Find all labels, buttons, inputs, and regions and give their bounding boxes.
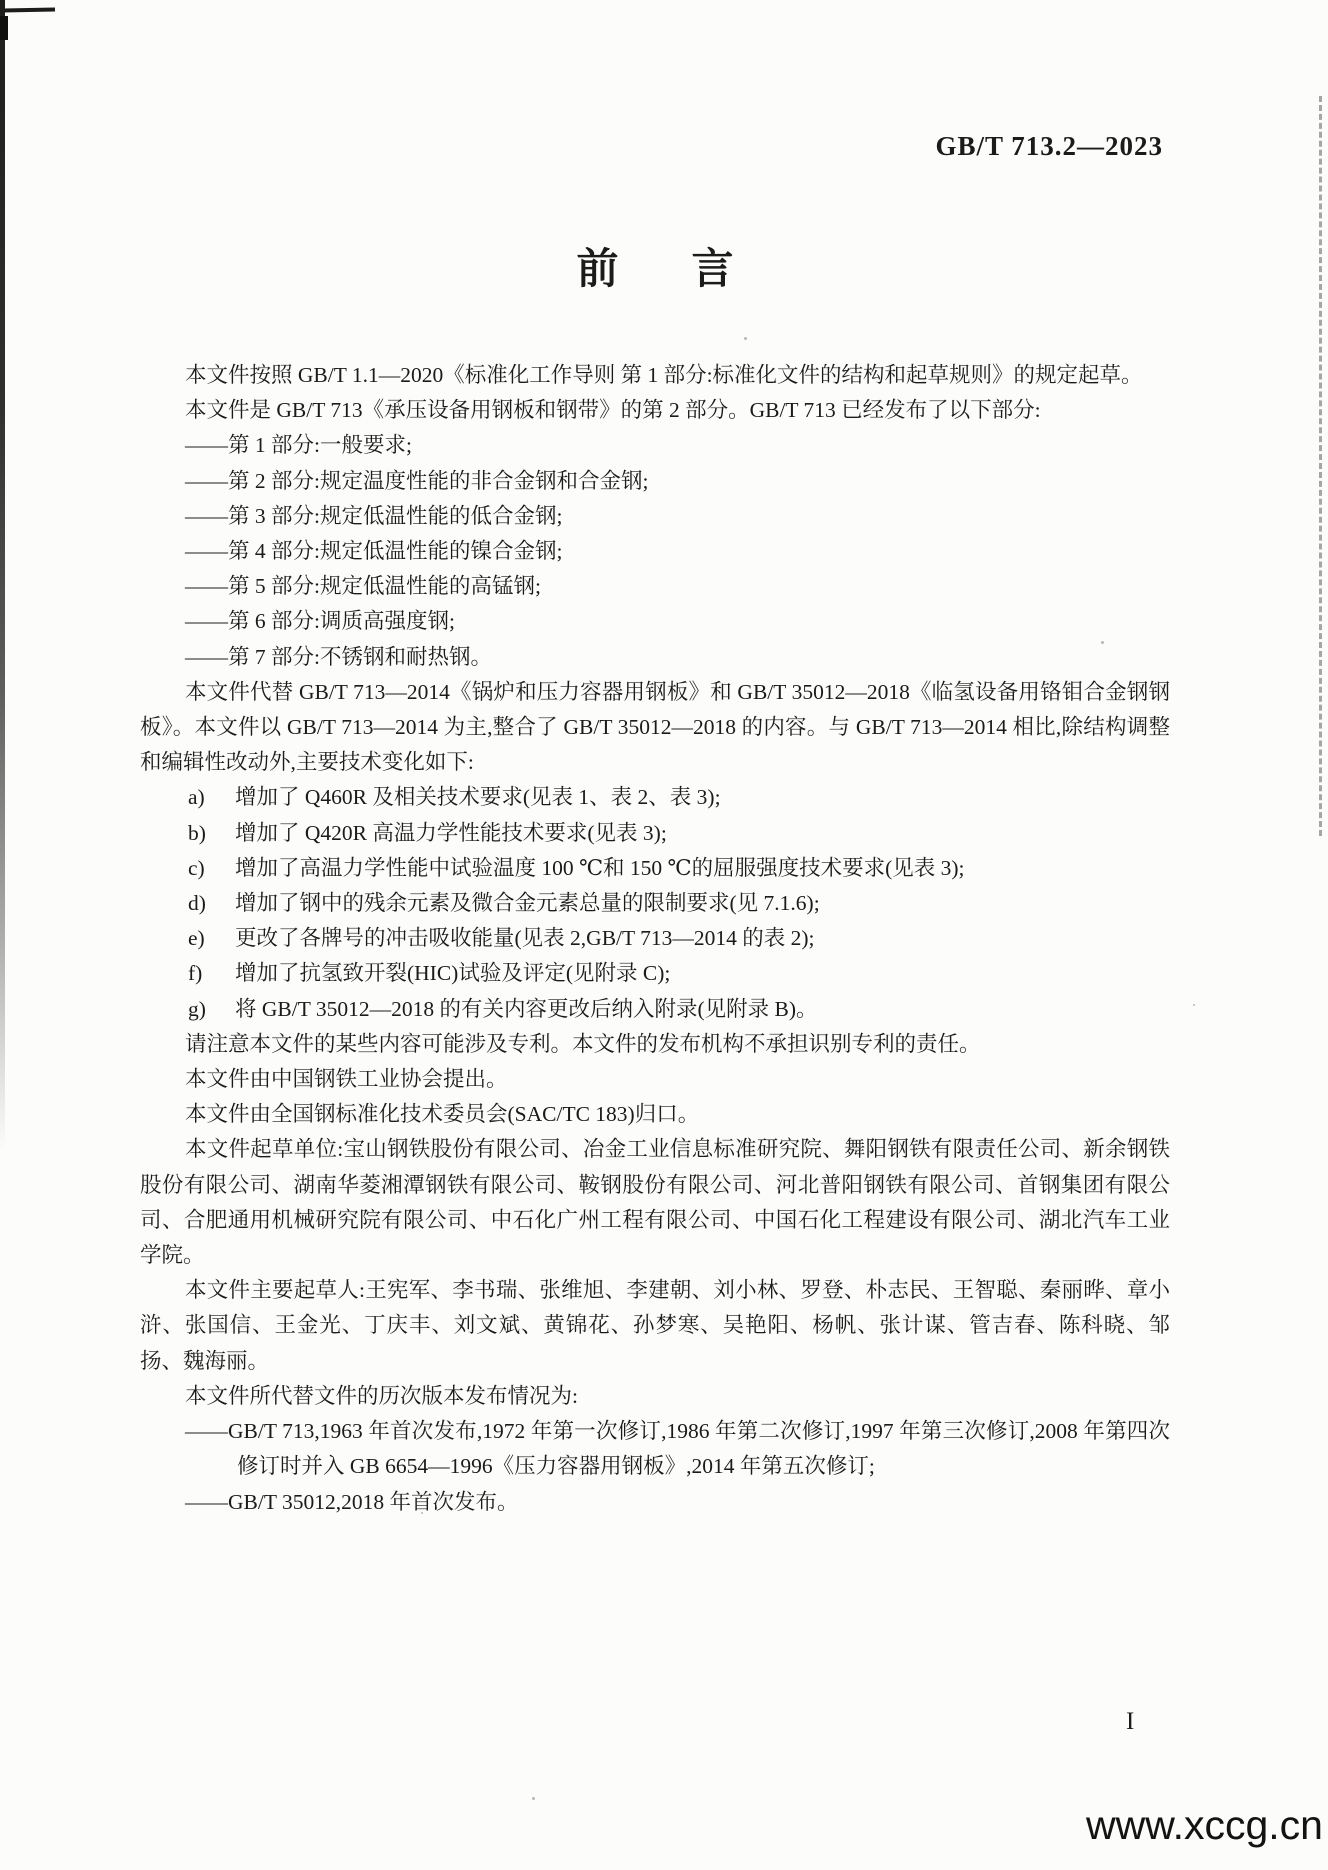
foreword-paragraph: 本文件由全国钢标准化技术委员会(SAC/TC 183)归口。 bbox=[185, 1102, 700, 1127]
foreword-paragraph: 本文件主要起草人:王宪军、李书瑞、张维旭、李建朝、刘小林、罗登、朴志民、王智聪、秦丽晔、章小浒、张国信、王金光、丁庆丰、刘文斌、黄锦花、孙梦寒、吴艳阳、杨帆、张计谋、管吉春、陈科晓、邹扬、魏海丽。 bbox=[140, 1278, 1170, 1373]
list-item-text: 增加了 Q420R 高温力学性能技术要求(见表 3); bbox=[235, 820, 667, 845]
list-item-label: c) bbox=[188, 855, 205, 880]
foreword-list-item bbox=[140, 780, 1170, 815]
list-item-label: g) bbox=[188, 996, 206, 1021]
list-item-text: 增加了钢中的残余元素及微合金元素总量的限制要求(见 7.1.6); bbox=[235, 891, 820, 916]
list-item-label: e) bbox=[188, 926, 205, 951]
foreword-paragraph: 本文件代替 GB/T 713—2014《锅炉和压力容器用钢板》和 GB/T 35012—2018《临氢设备用铬钼合金钢钢板》。本文件以 GB/T 713—2014 为主,整合了 GB/T 35012—2018 的内容。与 GB/T 713—2014 相比,除结构调整和编辑性改动外,主要技术变化如下: bbox=[140, 679, 1170, 775]
page-number: I bbox=[1126, 1708, 1136, 1735]
page-title bbox=[140, 246, 1170, 294]
foreword-paragraph: ——第 2 部分:规定温度性能的非合金钢和合金钢; bbox=[185, 468, 649, 493]
scan-speck bbox=[532, 1797, 535, 1800]
scan-corner-mark bbox=[3, 8, 55, 13]
list-item-text: 更改了各牌号的冲击吸收能量(见表 2,GB/T 713—2014 的表 2); bbox=[235, 926, 815, 951]
list-item-label: d) bbox=[188, 891, 206, 916]
foreword-list-item bbox=[140, 816, 1170, 851]
foreword-paragraph: 本文件所代替文件的历次版本发布情况为: bbox=[185, 1383, 578, 1408]
foreword-paragraph: 本文件由中国钢铁工业协会提出。 bbox=[185, 1067, 508, 1092]
watermark-url: www.xccg.cn bbox=[1086, 1802, 1323, 1848]
foreword-body bbox=[140, 358, 1170, 1520]
scan-right-edge-artifact bbox=[1319, 96, 1322, 836]
scan-speck bbox=[1193, 1004, 1195, 1006]
list-item-label: a) bbox=[188, 785, 205, 810]
scan-speck bbox=[744, 337, 747, 340]
scan-left-edge-artifact bbox=[0, 0, 5, 1150]
foreword-paragraph: ——第 3 部分:规定低温性能的低合金钢; bbox=[185, 503, 563, 528]
foreword-paragraph: ——第 1 部分:一般要求; bbox=[185, 433, 412, 458]
foreword-paragraph: 本文件按照 GB/T 1.1—2020《标准化工作导则 第 1 部分:标准化文件的结构和起草规则》的规定起草。 bbox=[185, 363, 1143, 387]
foreword-list-item bbox=[140, 992, 1170, 1027]
foreword-paragraph: ——GB/T 713,1963 年首次发布,1972 年第一次修订,1986 年第二次修订,1997 年第三次修订,2008 年第四次修订时并入 GB 6654—1996《压力容器用钢板》,2014 年第五次修订; bbox=[185, 1419, 1170, 1479]
foreword-paragraph: ——第 5 部分:规定低温性能的高锰钢; bbox=[185, 574, 541, 599]
foreword-paragraph: ——第 7 部分:不锈钢和耐热钢。 bbox=[185, 644, 492, 669]
foreword-paragraph: ——GB/T 35012,2018 年首次发布。 bbox=[185, 1489, 519, 1514]
foreword-paragraph: ——第 6 部分:调质高强度钢; bbox=[185, 609, 455, 634]
doc-number: GB/T 713.2—2023 bbox=[935, 131, 1163, 161]
list-item-text: 增加了高温力学性能中试验温度 100 ℃和 150 ℃的屈服强度技术要求(见表 3); bbox=[235, 855, 965, 880]
foreword-list-item bbox=[140, 921, 1170, 956]
title-char-first: 前 bbox=[576, 247, 619, 293]
title-char-second: 言 bbox=[691, 247, 734, 293]
foreword-paragraph: ——第 4 部分:规定低温性能的镍合金钢; bbox=[185, 539, 563, 564]
foreword-list-item bbox=[140, 851, 1170, 886]
foreword-list-item bbox=[140, 886, 1170, 921]
list-item-label: b) bbox=[188, 820, 206, 845]
list-item-text: 增加了 Q460R 及相关技术要求(见表 1、表 2、表 3); bbox=[235, 785, 721, 810]
foreword-paragraph: 请注意本文件的某些内容可能涉及专利。本文件的发布机构不承担识别专利的责任。 bbox=[185, 1031, 981, 1056]
foreword-paragraph: 本文件起草单位:宝山钢铁股份有限公司、冶金工业信息标准研究院、舞阳钢铁有限责任公司、新余钢铁股份有限公司、湖南华菱湘潭钢铁有限公司、鞍钢股份有限公司、河北普阳钢铁有限公司、首钢集团有限公司、合肥通用机械研究院有限公司、中石化广州工程有限公司、中国石化工程建设有限公司、湖北汽车工业学院。 bbox=[140, 1137, 1170, 1268]
foreword-list-item bbox=[140, 956, 1170, 991]
list-item-label: f) bbox=[188, 961, 203, 986]
list-item-text: 将 GB/T 35012—2018 的有关内容更改后纳入附录(见附录 B)。 bbox=[235, 996, 818, 1021]
list-item-text: 增加了抗氢致开裂(HIC)试验及评定(见附录 C); bbox=[235, 961, 671, 986]
foreword-paragraph: 本文件是 GB/T 713《承压设备用钢板和钢带》的第 2 部分。GB/T 713 已经发布了以下部分: bbox=[185, 398, 1041, 423]
